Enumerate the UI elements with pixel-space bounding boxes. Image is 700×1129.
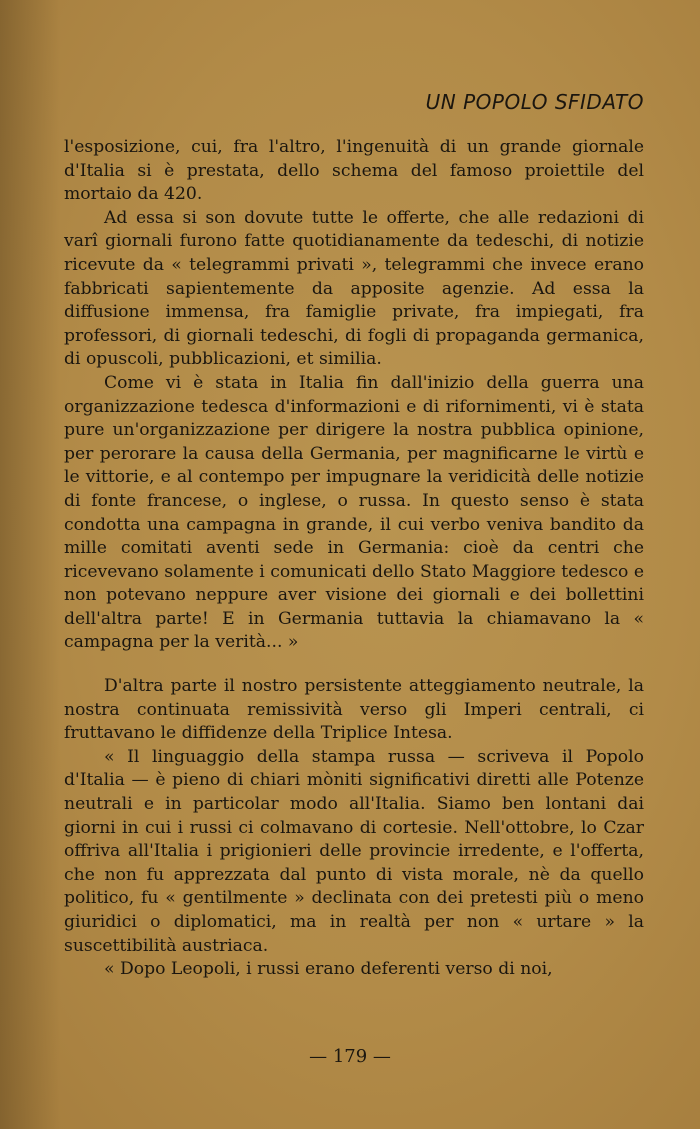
body-text xyxy=(64,136,644,982)
paragraph: Come vi è stata in Italia fin dall'inizio della guerra una organizzazione tedesca d'informazioni e di rifornimenti, vi è stata pure un'organizzazione per dirigere la nostra pubblica opinione, per perorare la causa della Germania, per magnificarne le virtù e le vittorie, e al contempo per impugnare la veridicità delle notizie di fonte francese, o inglese, o russa. In questo senso è stata condotta una campagna in grande, il cui verbo veniva bandito da mille comitati aventi sede in Germania: cioè da centri che ricevevano solamente i comunicati dello Stato Maggiore tedesco e non potevano neppure aver visione dei giornali e dei bollettini dell'altra parte! E in Germania tuttavia la chiamavano la « campagna per la verità... » xyxy=(64,372,644,653)
paragraph: Ad essa si son dovute tutte le offerte, che alle redazioni di varî giornali furono fatte quotidianamente da tedeschi, di notizie ricevute da « telegrammi privati », telegrammi che invece erano fabbricati sapientemente da apposite agenzie. Ad essa la diffusione immensa, fra famiglie private, fra impiegati, fra professori, di giornali tedeschi, di fogli di propaganda germanica, di opuscoli, pubblicazioni, et similia. xyxy=(64,207,644,370)
paragraph: D'altra parte il nostro persistente atteggiamento neutrale, la nostra continuata remissività verso gli Imperi centrali, ci fruttavano le diffidenze della Triplice Intesa. xyxy=(64,676,644,744)
running-title: UN POPOLO SFIDATO xyxy=(425,90,644,114)
paragraph: l'esposizione, cui, fra l'altro, l'ingenuità di un grande giornale d'Italia si è prestata, dello schema del famoso proiettile del mortaio da 420. xyxy=(64,137,644,205)
paragraph: « Il linguaggio della stampa russa — scriveva il Popolo d'Italia — è pieno di chiari mòniti significativi diretti alle Potenze neutrali e in particolar modo all'Italia. Siamo ben lontani dai giorni in cui i russi ci colmavano di cortesie. Nell'ottobre, lo Czar offriva all'Italia i prigionieri delle provincie irredente, e l'offerta, che non fu apprezzata dal punto di vista morale, nè da quello politico, fu « gentilmente » declinata con dei pretesti più o meno giuridici o diplomatici, ma in realtà per non « urtare » la suscettibilità austriaca. xyxy=(64,746,644,956)
binding-shadow xyxy=(0,0,60,1129)
paragraph: « Dopo Leopoli, i russi erano deferenti verso di noi, xyxy=(104,959,553,980)
page-number: — 179 — xyxy=(309,1046,391,1067)
